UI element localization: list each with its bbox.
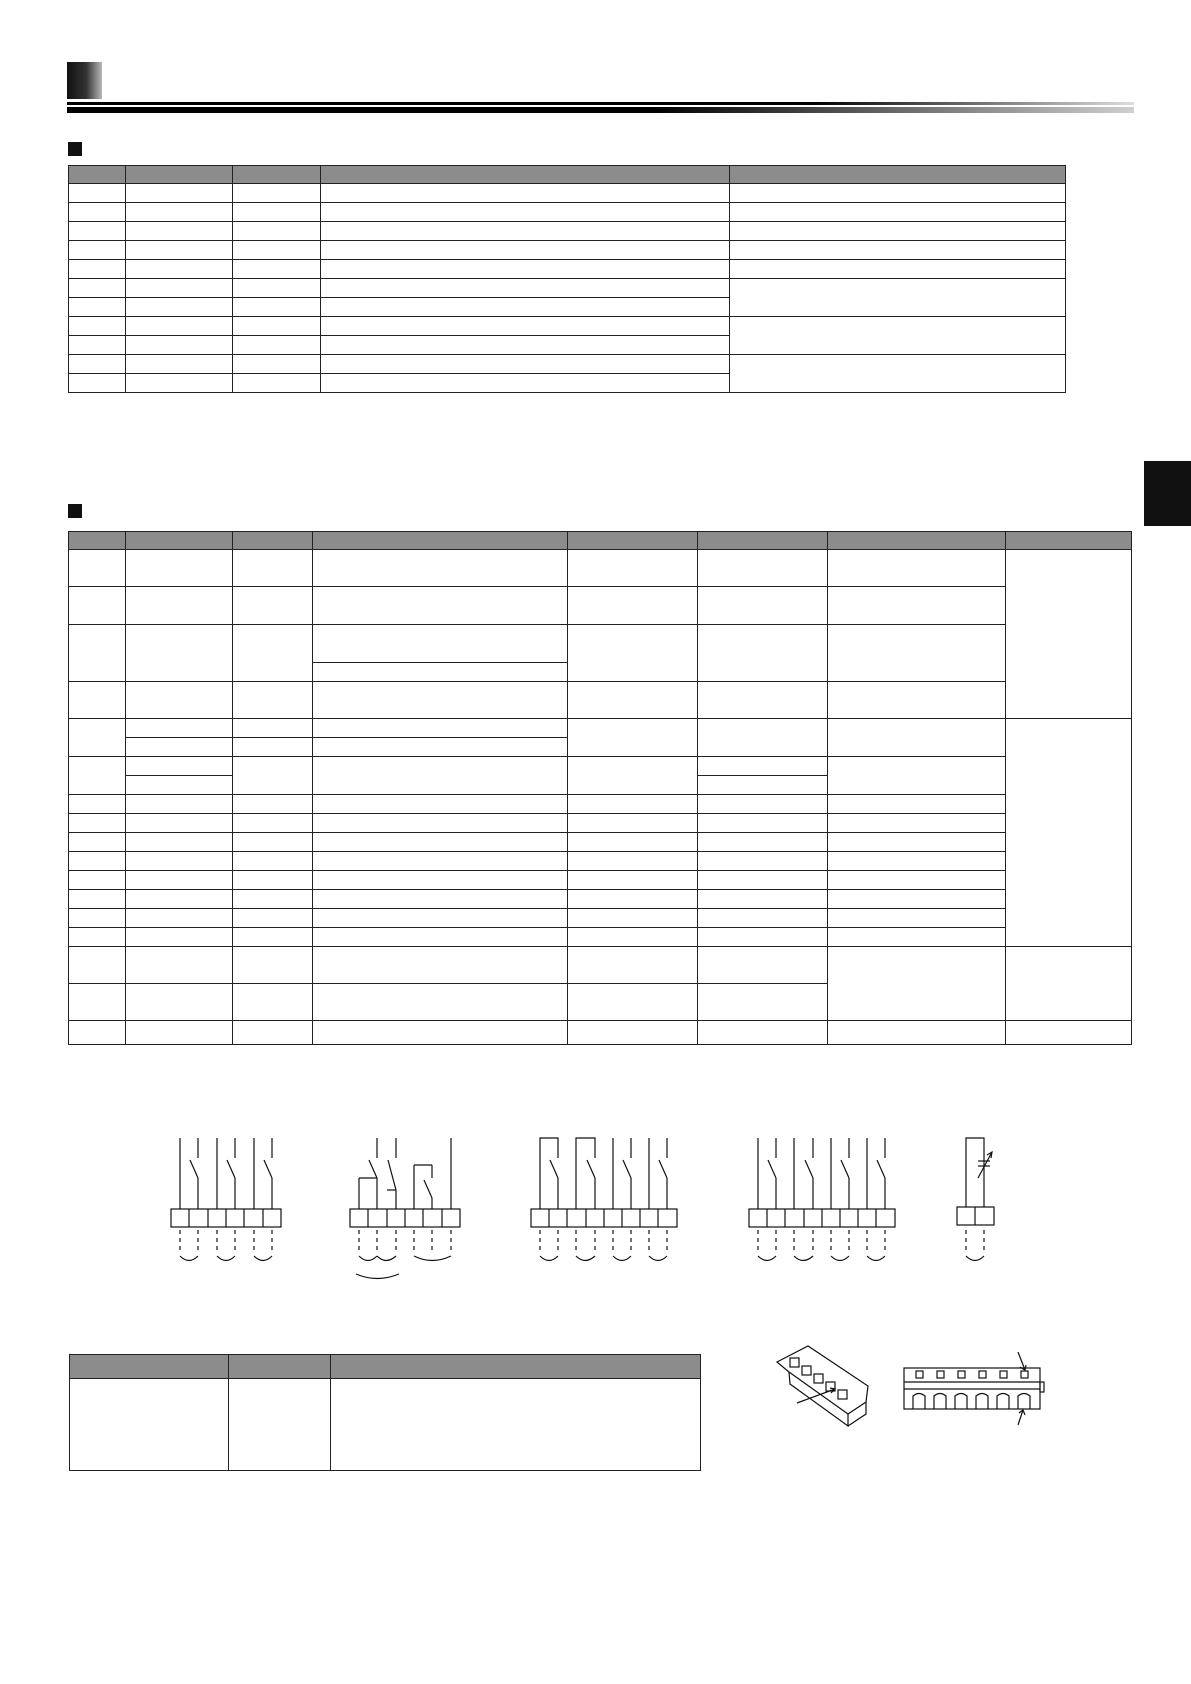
switch-block-5 [957, 1138, 994, 1261]
switch-block-4 [749, 1138, 895, 1261]
connector-isometric [777, 1346, 868, 1426]
switch-block-2 [350, 1138, 460, 1279]
switch-block-3 [531, 1138, 677, 1261]
switch-block-1 [171, 1138, 281, 1261]
connector-front-view [904, 1352, 1044, 1425]
